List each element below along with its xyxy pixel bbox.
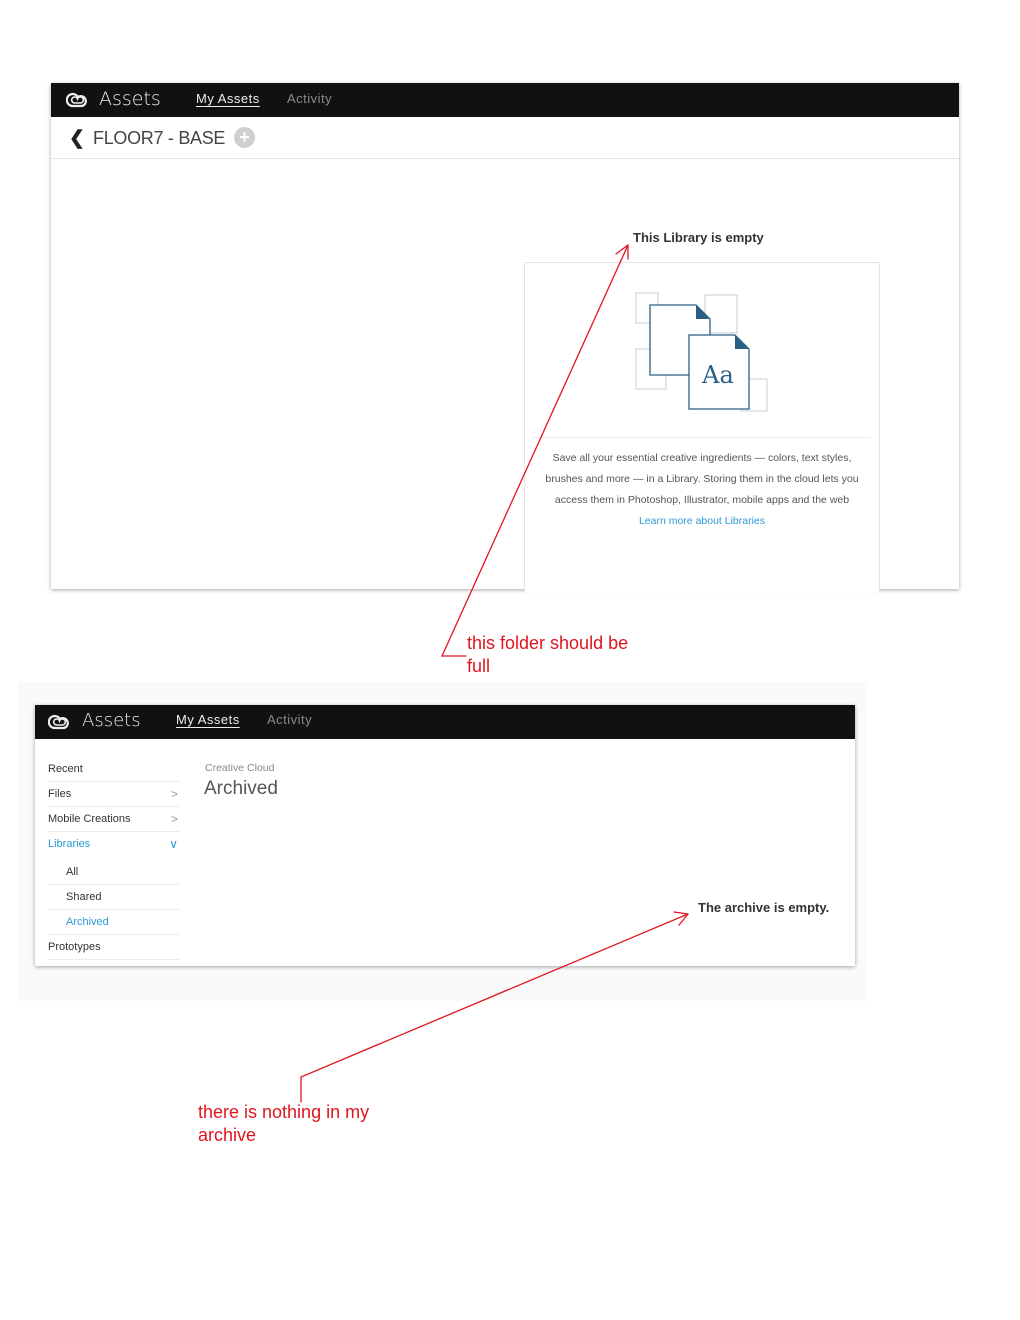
learn-more-libraries-link[interactable]: Learn more about Libraries — [638, 515, 766, 527]
app-brand: Assets — [99, 88, 161, 110]
annotation-note-line: there is nothing in my — [198, 1102, 370, 1122]
annotation-note-archive — [198, 1101, 369, 1147]
sidebar-item-label: All — [66, 866, 79, 878]
page-title: FLOOR7 - BASE — [93, 128, 226, 148]
chevron-right-icon: > — [170, 812, 178, 826]
chevron-right-icon: > — [170, 787, 178, 801]
chevron-left-icon[interactable]: ❮ — [69, 128, 85, 149]
sidebar-item-label: Libraries — [48, 838, 91, 850]
typeface-sample-text: Aa — [702, 361, 734, 389]
annotation-note-line: archive — [198, 1125, 257, 1145]
annotation-arrow-2 — [301, 914, 688, 1102]
chevron-down-icon: ∨ — [169, 837, 178, 851]
sidebar-item-label: Mobile Creations — [48, 813, 131, 825]
empty-state-description-text: Save all your essential creative ingredients — colors, text styles, brushes and more — in a Library. Storing them in the cloud lets you access them in Photoshop, Illustrator, mobile apps and the web — [545, 452, 859, 506]
app-brand: Assets — [82, 710, 141, 731]
sidebar-item-label: Prototypes — [48, 941, 101, 953]
annotation-arrow-1 — [442, 245, 628, 656]
annotation-note-line: full — [467, 656, 491, 676]
sidebar-item-label: Recent — [48, 763, 83, 775]
archive-empty-message: The archive is empty. — [698, 900, 830, 915]
page-title: Archived — [204, 778, 278, 799]
section-kicker: Creative Cloud — [205, 762, 275, 774]
sidebar-item-label: Files — [48, 788, 72, 800]
empty-state-title: This Library is empty — [633, 230, 764, 245]
sidebar-item-label: Archived — [66, 916, 109, 928]
annotation-note-folder — [467, 632, 628, 678]
nav-activity[interactable]: Activity — [267, 712, 313, 727]
plus-circle-icon[interactable]: + — [234, 127, 255, 148]
annotation-note-line: this folder should be — [467, 633, 629, 653]
sidebar-item-label: Shared — [66, 891, 102, 903]
nav-activity[interactable]: Activity — [287, 91, 333, 106]
nav-my-assets[interactable]: My Assets — [196, 91, 260, 106]
nav-my-assets[interactable]: My Assets — [176, 712, 240, 727]
